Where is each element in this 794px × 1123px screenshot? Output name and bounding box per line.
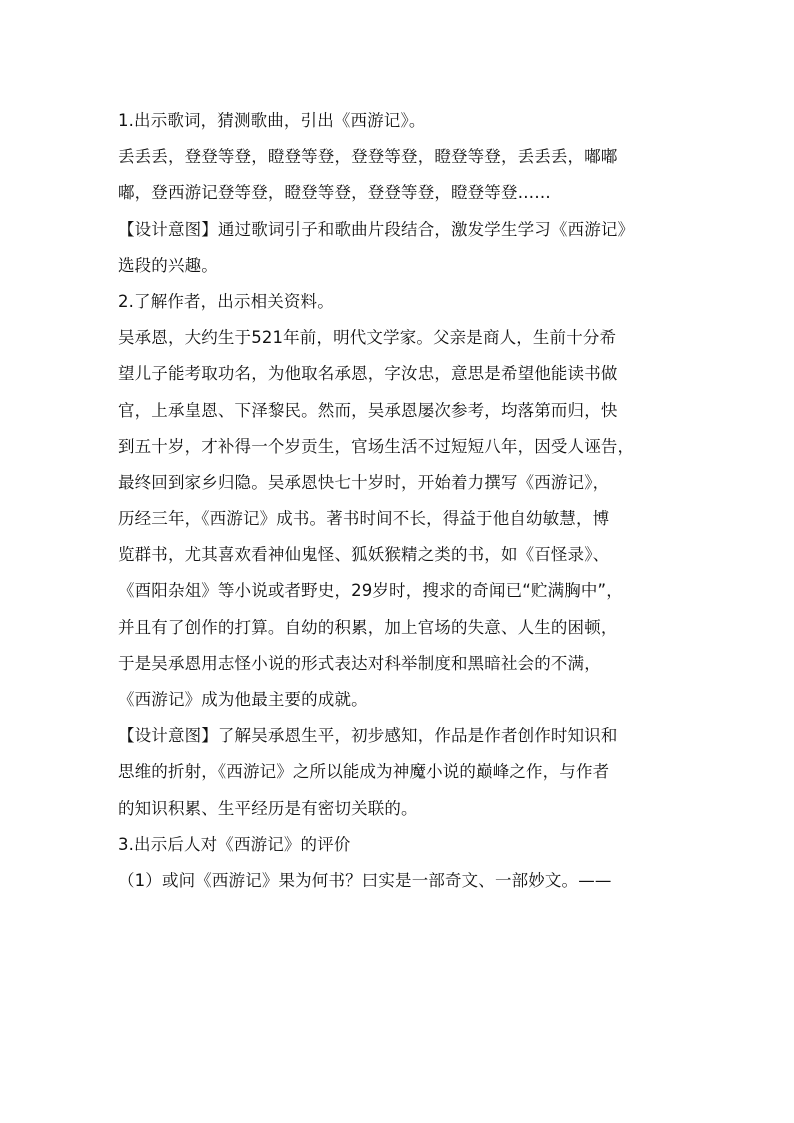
lyrics-line-2: 嘟，登西游记登等登，瞪登等登，登登等登，瞪登等登…… bbox=[118, 183, 551, 203]
author-bio-line-11: 《西游记》成为他最主要的成就。 bbox=[118, 690, 368, 709]
author-bio-line-8: 《酉阳杂俎》等小说或者野史，29岁时，搜求的奇闻已“贮满胸中”， bbox=[118, 581, 623, 601]
evaluation-line-1: （1）或问《西游记》果为何书？曰实是一部奇文、一部妙文。—— bbox=[118, 870, 612, 890]
author-bio-line-5: 最终回到家乡归隐。吴承恩快七十岁时，开始着力撰写《西游记》， bbox=[118, 472, 610, 492]
design-intent-2-line-1: 【设计意图】了解吴承恩生平，初步感知，作品是作者创作时知识和 bbox=[118, 726, 618, 746]
section-heading-1: 1.出示歌词，猜测歌曲，引出《西游记》。 bbox=[118, 111, 426, 130]
author-bio-line-10: 于是吴承恩用志怪小说的形式表达对科举制度和黑暗社会的不满， bbox=[118, 653, 601, 673]
lyrics-line-1: 丢丢丢，登登等登，瞪登等登，登登等登，瞪登等登，丢丢丢，嘟嘟 bbox=[118, 147, 618, 167]
section-heading-3: 3.出示后人对《西游记》的评价 bbox=[118, 834, 351, 854]
author-bio-line-4: 到五十岁，才补得一个岁贡生，官场生活不过短短八年，因受人诬告， bbox=[118, 436, 635, 456]
design-intent-1-line-2: 选段的兴趣。 bbox=[118, 255, 218, 275]
design-intent-1-line-1: 【设计意图】通过歌词引子和歌曲片段结合，激发学生学习《西游记》 bbox=[118, 219, 635, 239]
author-bio-line-7: 览群书，尤其喜欢看神仙鬼怪、狐妖猴精之类的书，如《百怪录》、 bbox=[118, 545, 610, 565]
author-bio-line-1: 吴承恩，大约生于521年前，明代文学家。父亲是商人，生前十分希 bbox=[118, 328, 617, 348]
author-bio-line-2: 望儿子能考取功名，为他取名承恩，字汝忠，意思是希望他能读书做 bbox=[118, 364, 618, 384]
document-page bbox=[118, 103, 688, 899]
author-bio-line-3: 官，上承皇恩、下泽黎民。然而，吴承恩屡次参考，均落第而归，快 bbox=[118, 400, 618, 420]
design-intent-2-line-3: 的知识积累、生平经历是有密切关联的。 bbox=[118, 798, 418, 818]
author-bio-line-9: 并且有了创作的打算。自幼的积累，加上官场的失意、人生的困顿， bbox=[118, 617, 618, 637]
design-intent-2-line-2: 思维的折射，《西游记》之所以能成为神魔小说的巅峰之作，与作者 bbox=[118, 762, 610, 782]
author-bio-line-6: 历经三年，《西游记》成书。著书时间不长，得益于他自幼敏慧，博 bbox=[118, 509, 610, 529]
section-heading-2: 2.了解作者，出示相关资料。 bbox=[118, 291, 334, 311]
